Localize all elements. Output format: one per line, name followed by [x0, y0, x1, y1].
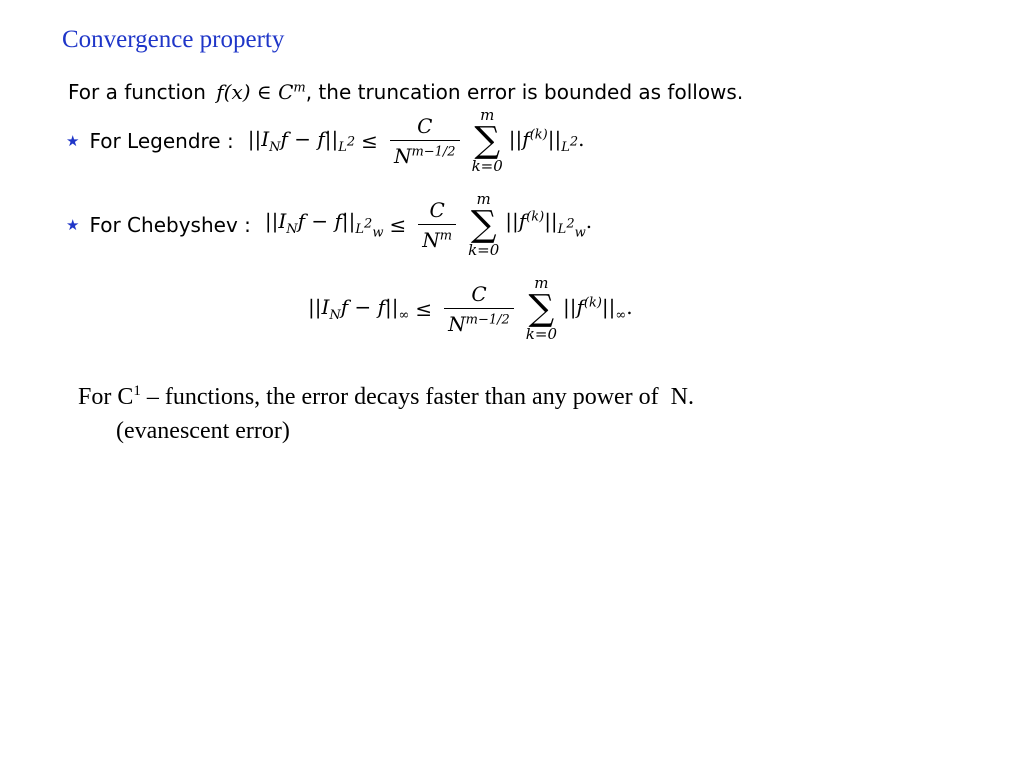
note-line-1: For $C^1$ – functions, the error decays faster than any power of N.: [78, 383, 694, 410]
chebyshev-lhs: $||I_Nf - f||_{L^2_w}$: [264, 209, 384, 241]
sup-norm-bound: [308, 272, 633, 346]
smooth-function-note: [78, 374, 694, 448]
legendre-bound: [66, 104, 584, 178]
bullet-star-icon: ★: [66, 217, 80, 234]
chebyshev-rhs: $||f^{(k)}||_{L^2_w}$.: [505, 209, 593, 241]
intro-suffix: , the truncation error is bounded as follows.: [305, 80, 744, 104]
sup-sum: m ∑ k=0: [525, 274, 557, 343]
note-line-2: (evanescent error): [116, 418, 290, 444]
chebyshev-sum: m ∑ k=0: [468, 190, 500, 259]
legendre-sum: m ∑ k=0: [471, 106, 503, 175]
sup-lhs: $||I_Nf - f||_\infty$: [308, 295, 410, 323]
chebyshev-label: For Chebyshev :: [89, 213, 251, 237]
sup-fraction: $\frac{C}{N^{m-1/2}}$: [444, 282, 514, 336]
intro-line: [68, 80, 743, 104]
legendre-rel: ≤: [361, 129, 378, 153]
legendre-lhs: $||I_Nf - f||_{L^2}$: [247, 127, 356, 155]
intro-math: f(x) ∈ $C^m$: [216, 80, 306, 104]
sup-rhs: $||f^{(k)}||_\infty$.: [563, 295, 633, 323]
chebyshev-bound: [66, 188, 592, 262]
legendre-rhs: $||f^{(k)}||_{L^2}$.: [508, 127, 585, 155]
legendre-fraction: $\frac{C}{N^{m-1/2}}$: [390, 114, 460, 168]
intro-prefix: For a function: [68, 80, 213, 104]
chebyshev-rel: ≤: [389, 213, 407, 237]
bullet-star-icon: ★: [66, 133, 80, 150]
sup-rel: ≤: [415, 297, 433, 321]
slide-title: Convergence property: [62, 26, 285, 53]
legendre-label: For Legendre :: [89, 129, 234, 153]
chebyshev-fraction: $\frac{C}{N^m}$: [418, 198, 456, 252]
